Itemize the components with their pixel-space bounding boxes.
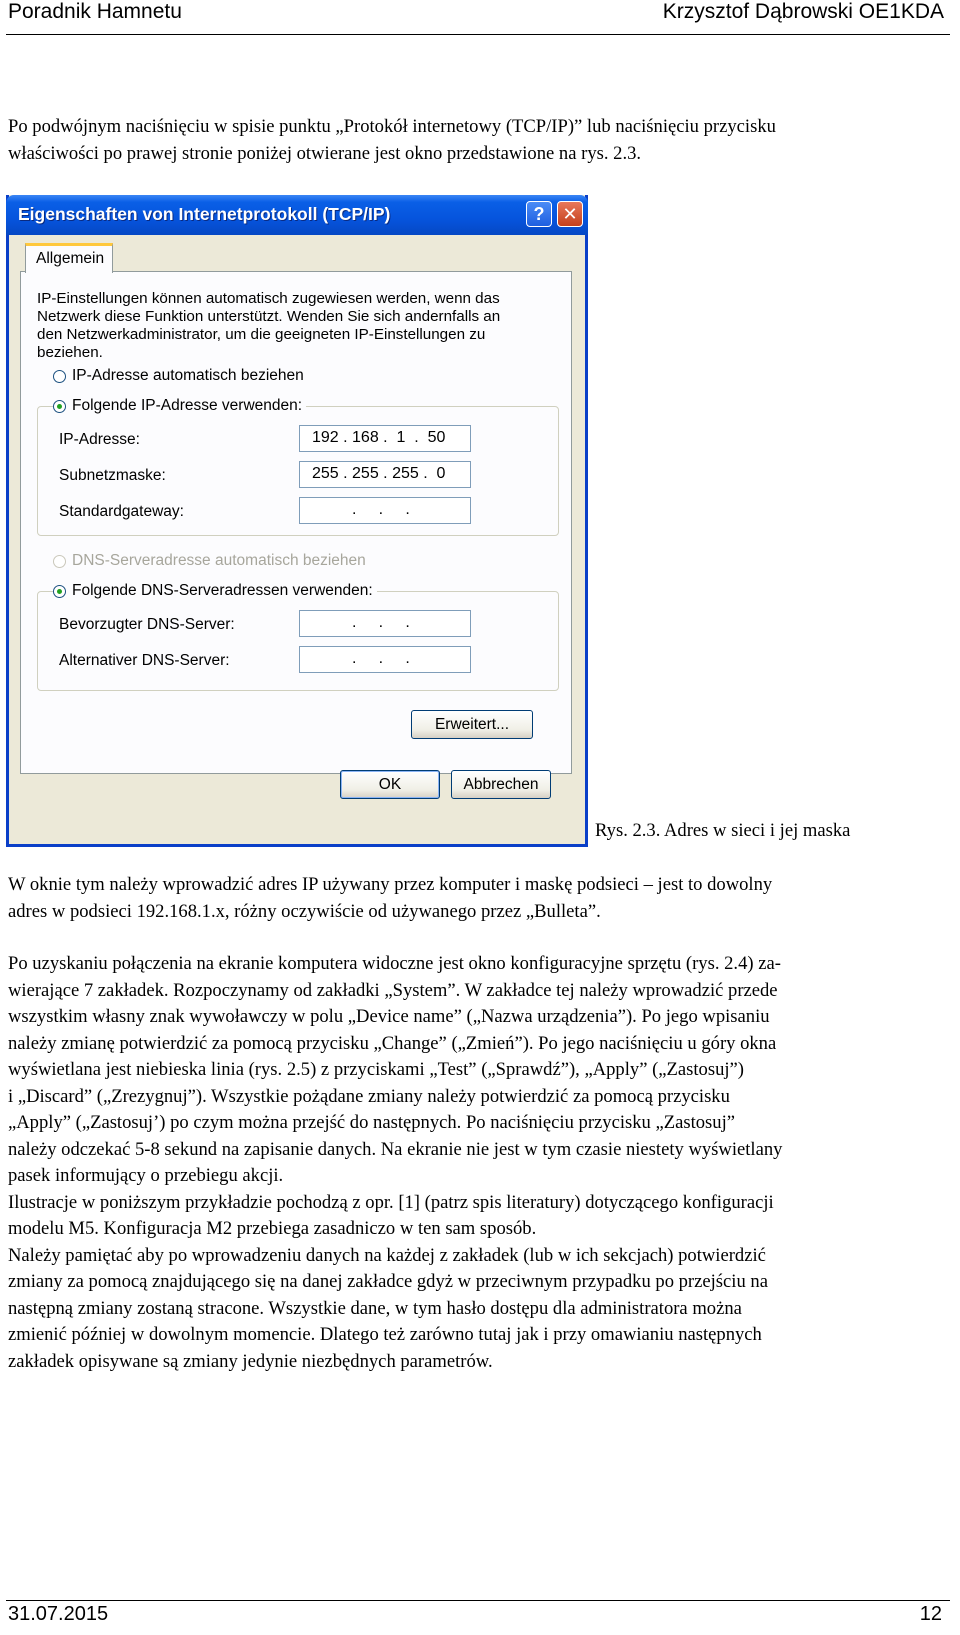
description-line: IP-Einstellungen können automatisch zugewiesen werden, wenn das	[37, 290, 500, 307]
radio-auto-dns-label: DNS-Serveradresse automatisch beziehen	[72, 552, 366, 569]
radio-manual-ip[interactable]	[53, 397, 306, 415]
close-icon[interactable]: ✕	[557, 201, 583, 227]
gateway-label: Standardgateway:	[59, 503, 184, 520]
ip-address-field[interactable]: 192 . 168 . 1 . 50	[299, 425, 471, 452]
page-number: 12	[919, 1603, 942, 1625]
paragraph-line: W oknie tym należy wprowadzić adres IP używany przez komputer i maskę podsieci – jest to dowolny	[8, 874, 773, 895]
preferred-dns-field[interactable]: . . .	[299, 610, 471, 637]
intro-paragraph	[8, 114, 956, 167]
paragraph-line: „Apply” („Zastosuj’) po czym można przejść do następnych. Po naciśnięciu przycisku „Zastosuj”	[8, 1112, 735, 1133]
radio-selected-icon	[53, 585, 66, 598]
radio-manual-dns-label: Folgende DNS-Serveradressen verwenden:	[72, 582, 373, 599]
ip-address-label: IP-Adresse:	[59, 431, 140, 448]
intro-line: Po podwójnym naciśnięciu w spisie punktu „Protokół internetowy (TCP/IP)” lub naciśnięciu przycisku	[8, 116, 776, 137]
radio-manual-ip-label: Folgende IP-Adresse verwenden:	[72, 397, 303, 414]
advanced-button[interactable]: Erweitert...	[411, 710, 533, 739]
tcpip-properties-dialog	[6, 195, 588, 847]
paragraph-line: następną zmiany zostaną stracone. Wszystkie dane, w tym hasło dostępu dla administratora można	[8, 1297, 742, 1319]
paragraph-line: należy odczekać 5-8 sekund na zapisanie danych. Na ekranie nie jest w tym czasie niestety wyświetlany	[8, 1138, 783, 1160]
footer-date: 31.07.2015	[8, 1603, 109, 1625]
radio-manual-dns[interactable]	[53, 582, 377, 600]
radio-unselected-icon	[53, 370, 66, 383]
ok-button[interactable]: OK	[340, 770, 440, 799]
paragraph-line: Należy pamiętać aby po wprowadzeniu danych na każdej z zakładek (lub w ich sekcjach) potwierdzić	[8, 1244, 766, 1266]
paragraph-line: zakładek opisywane są zmiany jedynie niezbędnych parametrów.	[8, 1350, 493, 1372]
paragraph-line: należy zmianę potwierdzić za pomocą przycisku „Change” („Zmień”). Po jego naciśnięciu u góry okna	[8, 1032, 777, 1054]
radio-auto-dns[interactable]	[53, 552, 370, 570]
figure-caption: Rys. 2.3. Adres w sieci i jej maska	[595, 820, 851, 841]
alternate-dns-field[interactable]: . . .	[299, 646, 471, 673]
paragraph-line: adres w podsieci 192.168.1.x, różny oczywiście od używanego przez „Bulleta”.	[8, 900, 601, 922]
header-title: Poradnik Hamnetu	[8, 0, 182, 23]
intro-line: właściwości po prawej stronie poniżej otwierane jest okno przedstawione na rys. 2.3.	[8, 142, 642, 164]
description-line: den Netzwerkadministrator, um die geeigneten IP-Einstellungen zu	[37, 326, 486, 343]
radio-disabled-icon	[53, 555, 66, 568]
dns-settings-group	[37, 591, 559, 691]
header-rule	[6, 34, 950, 35]
paragraph-line: i „Discard” („Zrezygnuj”). Wszystkie pożądane zmiany należy potwierdzić za pomocą przycisku	[8, 1085, 730, 1107]
paragraph-line: modelu M5. Konfiguracja M2 przebiega zasadniczo w ten sam sposób.	[8, 1218, 537, 1239]
radio-selected-icon	[53, 400, 66, 413]
paragraph-line: zmienić później w dowolnym momencie. Dlatego też zarówno tutaj jak i przy omawianiu następnych	[8, 1324, 762, 1345]
paragraph-line: Ilustracje w poniższym przykładzie pochodzą z opr. [1] (patrz spis literatury) dotyczącego konfiguracji	[8, 1191, 774, 1213]
paragraph-line: wyświetlana jest niebieska linia (rys. 2.5) z przyciskami „Test” („Sprawdź”), „Apply” („Zastosuj”)	[8, 1059, 744, 1080]
description-line: Netzwerk diese Funktion unterstützt. Wenden Sie sich andernfalls an	[37, 308, 501, 325]
description-line: beziehen.	[37, 344, 103, 361]
paragraph-line: wszystkim własny znak wywoławczy w polu „Device name” („Nazwa urządzenia”). Po jego wpisaniu	[8, 1006, 770, 1027]
dialog-title-bar[interactable]	[6, 195, 588, 235]
header-author: Krzysztof Dąbrowski OE1KDA	[662, 0, 944, 23]
preferred-dns-label: Bevorzugter DNS-Server:	[59, 616, 235, 633]
footer-rule	[6, 1600, 950, 1601]
help-icon[interactable]: ?	[526, 201, 552, 227]
paragraph-line: wierające 7 zakładek. Rozpoczynamy od zakładki „System”. W zakładce tej należy wprowadzić przede	[8, 979, 778, 1001]
tab-allgemein[interactable]: Allgemein	[25, 243, 113, 273]
paragraph-line: zmiany za pomocą znajdującego się na danej zakładce gdyż w przeciwnym przypadku po przejściu na	[8, 1271, 768, 1292]
paragraph-line: pasek informujący o przebiegu akcji.	[8, 1165, 284, 1186]
radio-auto-ip-label: IP-Adresse automatisch beziehen	[72, 367, 304, 384]
alternate-dns-label: Alternativer DNS-Server:	[59, 652, 230, 669]
paragraph-2	[8, 951, 956, 1375]
dialog-title: Eigenschaften von Internetprotokoll (TCP/IP)	[18, 204, 391, 224]
paragraph-line: Po uzyskaniu połączenia na ekranie komputera widoczne jest okno konfiguracyjne sprzętu (rys. 2.4) za-	[8, 953, 781, 974]
gateway-field[interactable]: . . .	[299, 497, 471, 524]
cancel-button[interactable]: Abbrechen	[451, 770, 551, 799]
subnet-mask-label: Subnetzmaske:	[59, 467, 166, 484]
dialog-description	[37, 290, 557, 362]
radio-auto-ip[interactable]	[53, 367, 308, 385]
subnet-mask-field[interactable]: 255 . 255 . 255 . 0	[299, 461, 471, 488]
paragraph-1	[8, 872, 956, 925]
